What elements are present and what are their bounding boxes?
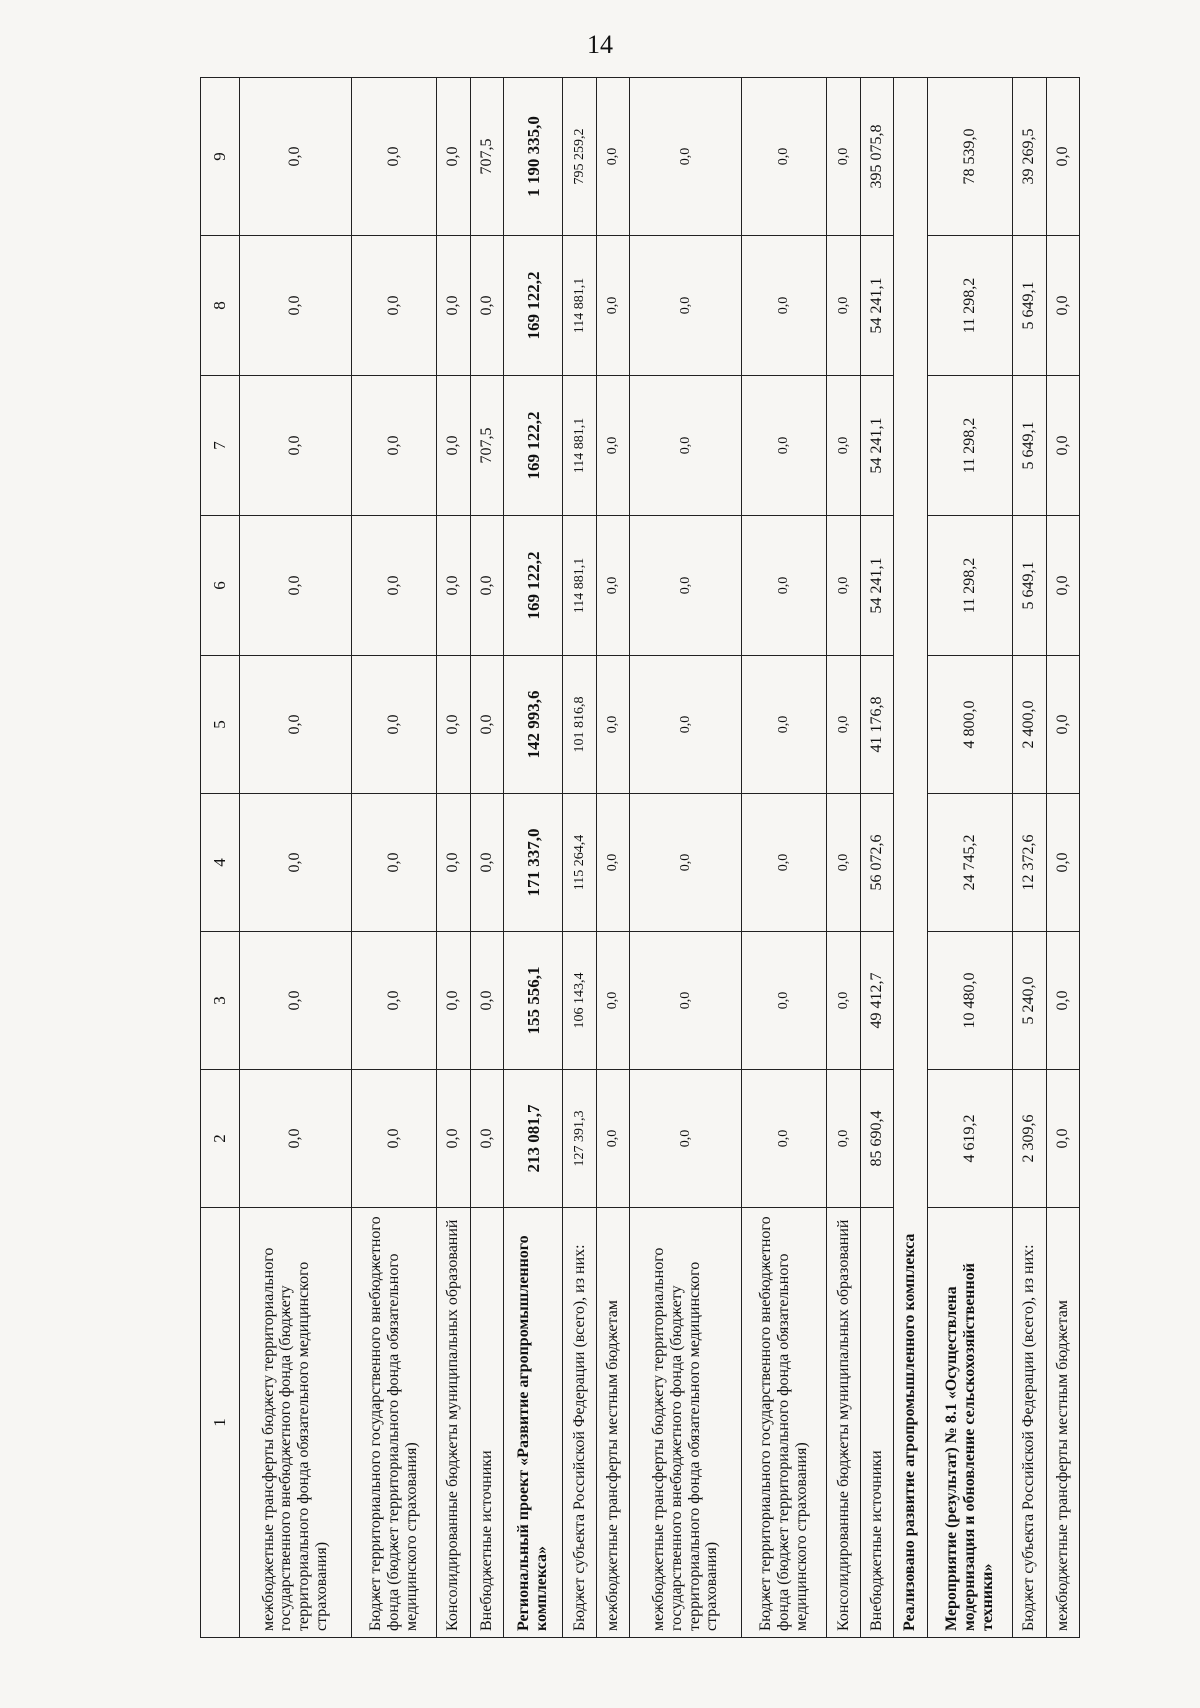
value-cell: 1 190 335,0 <box>503 78 562 236</box>
value-cell: 56 072,6 <box>860 794 893 932</box>
value-cell: 0,0 <box>596 656 629 794</box>
value-cell: 0,0 <box>1046 932 1080 1070</box>
value-cell: 169 122,2 <box>503 376 562 516</box>
column-header: 7 <box>201 376 240 516</box>
value-cell: 0,0 <box>437 794 470 932</box>
value-cell: 11 298,2 <box>927 516 1013 656</box>
value-cell: 5 649,1 <box>1013 236 1046 376</box>
table-row <box>470 78 503 1638</box>
value-cell: 0,0 <box>630 78 742 236</box>
value-cell: 85 690,4 <box>860 1070 893 1208</box>
value-cell: 707,5 <box>470 78 503 236</box>
value-cell: 49 412,7 <box>860 932 893 1070</box>
value-cell: 795 259,2 <box>563 78 596 236</box>
row-label: Консолидированные бюджеты муниципальных образований <box>827 1208 860 1638</box>
table-row <box>894 78 927 1638</box>
table-row <box>927 78 1013 1638</box>
value-cell: 114 881,1 <box>563 236 596 376</box>
table-row <box>351 78 437 1638</box>
value-cell: 115 264,4 <box>563 794 596 932</box>
value-cell: 2 309,6 <box>1013 1070 1046 1208</box>
value-cell: 0,0 <box>741 656 827 794</box>
value-cell: 0,0 <box>596 78 629 236</box>
value-cell: 0,0 <box>827 236 860 376</box>
value-cell: 0,0 <box>437 1070 470 1208</box>
column-header: 6 <box>201 516 240 656</box>
value-cell: 0,0 <box>240 656 352 794</box>
row-label: Бюджет территориального государственного внебюджетного фонда (бюджет территориального фонда обязательного медицинского страхования) <box>351 1208 437 1638</box>
value-cell: 24 745,2 <box>927 794 1013 932</box>
row-label: межбюджетные трансферты бюджету территориального государственного внебюджетного фонда (бюджету территориального фонда обязательного медицинского страхования) <box>630 1208 742 1638</box>
column-header: 1 <box>201 1208 240 1638</box>
value-cell: 101 816,8 <box>563 656 596 794</box>
table-row <box>1046 78 1080 1638</box>
budget-table <box>200 77 1080 1638</box>
value-cell: 0,0 <box>827 794 860 932</box>
value-cell: 5 649,1 <box>1013 516 1046 656</box>
table-row <box>503 78 562 1638</box>
row-label: Консолидированные бюджеты муниципальных образований <box>437 1208 470 1638</box>
value-cell: 0,0 <box>470 932 503 1070</box>
value-cell: 114 881,1 <box>563 516 596 656</box>
value-cell: 0,0 <box>741 932 827 1070</box>
value-cell: 0,0 <box>240 236 352 376</box>
value-cell: 0,0 <box>630 932 742 1070</box>
value-cell: 0,0 <box>1046 376 1080 516</box>
value-cell: 0,0 <box>1046 236 1080 376</box>
header-row <box>201 78 240 1638</box>
table-row <box>596 78 629 1638</box>
table-row <box>860 78 893 1638</box>
value-cell: 0,0 <box>827 656 860 794</box>
value-cell: 0,0 <box>437 376 470 516</box>
value-cell: 0,0 <box>351 376 437 516</box>
value-cell: 11 298,2 <box>927 376 1013 516</box>
row-label: Внебюджетные источники <box>860 1208 893 1638</box>
value-cell: 0,0 <box>630 236 742 376</box>
value-cell: 0,0 <box>437 932 470 1070</box>
value-cell: 0,0 <box>827 1070 860 1208</box>
value-cell: 4 800,0 <box>927 656 1013 794</box>
value-cell: 54 241,1 <box>860 236 893 376</box>
value-cell: 0,0 <box>437 236 470 376</box>
value-cell: 39 269,5 <box>1013 78 1046 236</box>
table-row <box>437 78 470 1638</box>
value-cell: 0,0 <box>351 1070 437 1208</box>
column-header: 9 <box>201 78 240 236</box>
column-header: 8 <box>201 236 240 376</box>
value-cell: 0,0 <box>1046 78 1080 236</box>
value-cell: 0,0 <box>437 78 470 236</box>
value-cell: 0,0 <box>596 236 629 376</box>
value-cell: 0,0 <box>351 78 437 236</box>
column-header: 3 <box>201 932 240 1070</box>
value-cell: 0,0 <box>470 516 503 656</box>
value-cell: 0,0 <box>596 932 629 1070</box>
value-cell: 5 240,0 <box>1013 932 1046 1070</box>
value-cell: 0,0 <box>827 78 860 236</box>
value-cell: 169 122,2 <box>503 236 562 376</box>
value-cell: 0,0 <box>741 376 827 516</box>
value-cell: 0,0 <box>827 932 860 1070</box>
table-row <box>563 78 596 1638</box>
value-cell: 142 993,6 <box>503 656 562 794</box>
value-cell: 54 241,1 <box>860 516 893 656</box>
value-cell: 10 480,0 <box>927 932 1013 1070</box>
value-cell: 54 241,1 <box>860 376 893 516</box>
value-cell: 0,0 <box>630 794 742 932</box>
value-cell: 0,0 <box>351 236 437 376</box>
value-cell: 0,0 <box>470 1070 503 1208</box>
row-label: Внебюджетные источники <box>470 1208 503 1638</box>
value-cell: 0,0 <box>630 1070 742 1208</box>
value-cell: 0,0 <box>351 932 437 1070</box>
value-cell: 11 298,2 <box>927 236 1013 376</box>
value-cell: 0,0 <box>741 236 827 376</box>
value-cell: 0,0 <box>470 236 503 376</box>
value-cell: 0,0 <box>596 376 629 516</box>
value-cell: 155 556,1 <box>503 932 562 1070</box>
value-cell: 395 075,8 <box>860 78 893 236</box>
value-cell: 707,5 <box>470 376 503 516</box>
value-cell: 0,0 <box>351 794 437 932</box>
row-label: Реализовано развитие агропромышленного комплекса <box>894 78 927 1638</box>
table-row <box>827 78 860 1638</box>
table-row <box>741 78 827 1638</box>
value-cell: 127 391,3 <box>563 1070 596 1208</box>
row-label: межбюджетные трансферты местным бюджетам <box>596 1208 629 1638</box>
value-cell: 0,0 <box>741 516 827 656</box>
value-cell: 0,0 <box>470 656 503 794</box>
table-row <box>240 78 352 1638</box>
value-cell: 0,0 <box>240 794 352 932</box>
value-cell: 213 081,7 <box>503 1070 562 1208</box>
value-cell: 0,0 <box>470 794 503 932</box>
table-row <box>1013 78 1046 1638</box>
value-cell: 0,0 <box>240 516 352 656</box>
value-cell: 0,0 <box>240 1070 352 1208</box>
value-cell: 0,0 <box>596 1070 629 1208</box>
row-label: Региональный проект «Развитие агропромышленного комплекса» <box>503 1208 562 1638</box>
page-number: 14 <box>587 30 613 59</box>
value-cell: 0,0 <box>741 78 827 236</box>
value-cell: 0,0 <box>827 376 860 516</box>
value-cell: 171 337,0 <box>503 794 562 932</box>
value-cell: 0,0 <box>437 516 470 656</box>
value-cell: 114 881,1 <box>563 376 596 516</box>
value-cell: 0,0 <box>1046 656 1080 794</box>
value-cell: 0,0 <box>827 516 860 656</box>
rotated-table-container <box>200 78 1080 1638</box>
row-label: Бюджет территориального государственного внебюджетного фонда (бюджет территориального фонда обязательного медицинского страхования) <box>741 1208 827 1638</box>
value-cell: 0,0 <box>437 656 470 794</box>
value-cell: 78 539,0 <box>927 78 1013 236</box>
value-cell: 0,0 <box>240 376 352 516</box>
value-cell: 5 649,1 <box>1013 376 1046 516</box>
row-label: Мероприятие (результат) № 8.1 «Осуществлена модернизация и обновление сельскохозяйственной техники» <box>927 1208 1013 1638</box>
value-cell: 0,0 <box>1046 1070 1080 1208</box>
value-cell: 0,0 <box>240 932 352 1070</box>
value-cell: 2 400,0 <box>1013 656 1046 794</box>
row-label: Бюджет субъекта Российской Федерации (всего), из них: <box>1013 1208 1046 1638</box>
table-row <box>630 78 742 1638</box>
value-cell: 0,0 <box>741 1070 827 1208</box>
table-body <box>240 78 1080 1638</box>
value-cell: 0,0 <box>1046 794 1080 932</box>
value-cell: 0,0 <box>351 516 437 656</box>
value-cell: 0,0 <box>240 78 352 236</box>
value-cell: 0,0 <box>596 794 629 932</box>
value-cell: 0,0 <box>630 516 742 656</box>
value-cell: 106 143,4 <box>563 932 596 1070</box>
row-label: Бюджет субъекта Российской Федерации (всего), из них: <box>563 1208 596 1638</box>
value-cell: 0,0 <box>630 656 742 794</box>
value-cell: 169 122,2 <box>503 516 562 656</box>
value-cell: 0,0 <box>741 794 827 932</box>
row-label: межбюджетные трансферты местным бюджетам <box>1046 1208 1080 1638</box>
column-header: 2 <box>201 1070 240 1208</box>
value-cell: 4 619,2 <box>927 1070 1013 1208</box>
value-cell: 0,0 <box>351 656 437 794</box>
row-label: межбюджетные трансферты бюджету территориального государственного внебюджетного фонда (бюджету территориального фонда обязательного медицинского страхования) <box>240 1208 352 1638</box>
value-cell: 0,0 <box>1046 516 1080 656</box>
value-cell: 0,0 <box>596 516 629 656</box>
column-header: 4 <box>201 794 240 932</box>
column-header: 5 <box>201 656 240 794</box>
value-cell: 0,0 <box>630 376 742 516</box>
value-cell: 12 372,6 <box>1013 794 1046 932</box>
value-cell: 41 176,8 <box>860 656 893 794</box>
